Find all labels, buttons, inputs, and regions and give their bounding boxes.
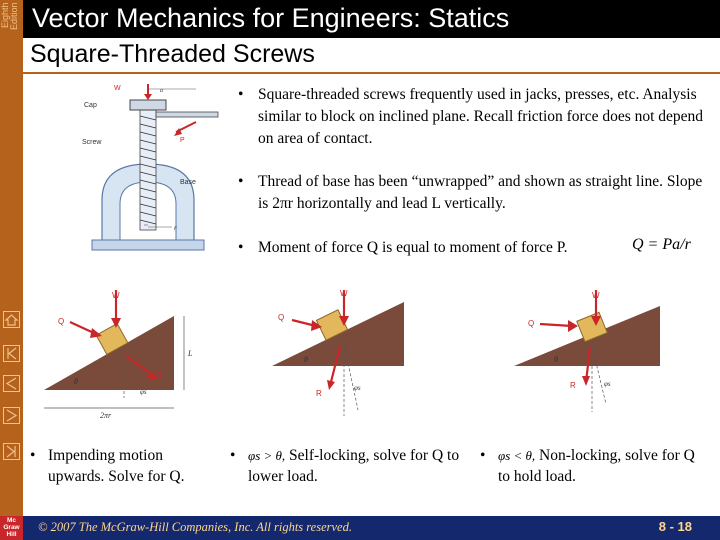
moment-formula: Q = Pa/r (632, 236, 691, 253)
w2-label-w: W (340, 289, 348, 298)
caption-text: Self-locking, solve for Q to lower load. (248, 447, 460, 485)
w2-label-phi: φs (354, 384, 361, 392)
bullet-text: Square-threaded screws frequently used in jacks, presses, etc. Analysis similar to block on inclined plane. Recall friction force does not depend on area of contact. (258, 86, 704, 147)
caption-dot: • (480, 447, 486, 464)
w1-label-l: L (188, 349, 193, 358)
wedge-figure-upwards (34, 286, 222, 422)
w3-label-w: W (592, 291, 600, 300)
bullet-text: Moment of force Q is equal to moment of force P. (258, 239, 568, 256)
caption-non-locking (480, 445, 708, 487)
bullet-text: Thread of base has been “unwrapped” and shown as straight line. Slope is 2πr horizontally and lead L vertically. (258, 173, 703, 212)
caption-condition: φs < θ, (498, 448, 536, 463)
first-slide-icon[interactable] (3, 345, 20, 362)
w3-label-phi: φs (604, 380, 611, 388)
w1-label-q: Q (58, 317, 65, 326)
title-rule (23, 72, 720, 74)
caption-text: Impending motion upwards. Solve for Q. (48, 447, 185, 485)
jack-label-w: W (114, 85, 121, 92)
edition-label: Eighth Edition (0, 2, 19, 30)
bullet-dot: • (238, 86, 244, 103)
w1-label-r: R (156, 371, 162, 380)
jack-label-screw: Screw (82, 139, 102, 146)
w1-label-theta: θ (74, 377, 78, 386)
prev-slide-icon[interactable] (3, 375, 20, 392)
copyright-text: © 2007 The McGraw-Hill Companies, Inc. All rights reserved. (38, 520, 352, 534)
w1-label-span: 2πr (100, 411, 112, 420)
caption-upwards (30, 445, 198, 487)
course-title: Vector Mechanics for Engineers: Statics (32, 3, 510, 33)
caption-dot: • (30, 447, 36, 464)
bullet-dot: • (238, 173, 244, 190)
jack-label-a: a (160, 88, 163, 94)
wedge-figure-non-locking (510, 286, 670, 426)
w1-label-phi: φs (140, 388, 147, 396)
w2-label-r: R (316, 389, 322, 398)
last-slide-icon[interactable] (3, 443, 20, 460)
caption-self-locking (230, 445, 463, 487)
bullet-dot: • (238, 239, 244, 256)
w3-label-theta: θ (554, 355, 558, 364)
w2-label-theta: θ (304, 355, 308, 364)
caption-text: Non-locking, solve for Q to hold load. (498, 447, 695, 485)
publisher-logo: Mc Graw Hill (0, 516, 23, 540)
slide-title: Square-Threaded Screws (30, 40, 315, 68)
w3-label-r: R (570, 381, 576, 390)
jack-label-cap: Cap (84, 102, 97, 109)
bullet-square-threaded (238, 84, 708, 150)
bullet-moment (238, 237, 638, 259)
caption-dot: • (230, 447, 236, 464)
wedge-figure-self-locking (268, 286, 418, 426)
w2-label-q: Q (278, 313, 285, 322)
w1-label-w: W (112, 291, 120, 300)
jack-label-r: r (174, 224, 177, 232)
caption-condition: φs > θ, (248, 448, 286, 463)
jack-label-base: Base (180, 179, 196, 186)
screw-jack-figure (78, 80, 238, 255)
jack-label-p: P (180, 137, 185, 144)
next-slide-icon[interactable] (3, 407, 20, 424)
page-number: 8 - 18 (658, 519, 692, 534)
bullet-unwrapped (238, 171, 708, 215)
w3-label-q: Q (528, 319, 535, 328)
home-icon[interactable] (3, 311, 20, 328)
